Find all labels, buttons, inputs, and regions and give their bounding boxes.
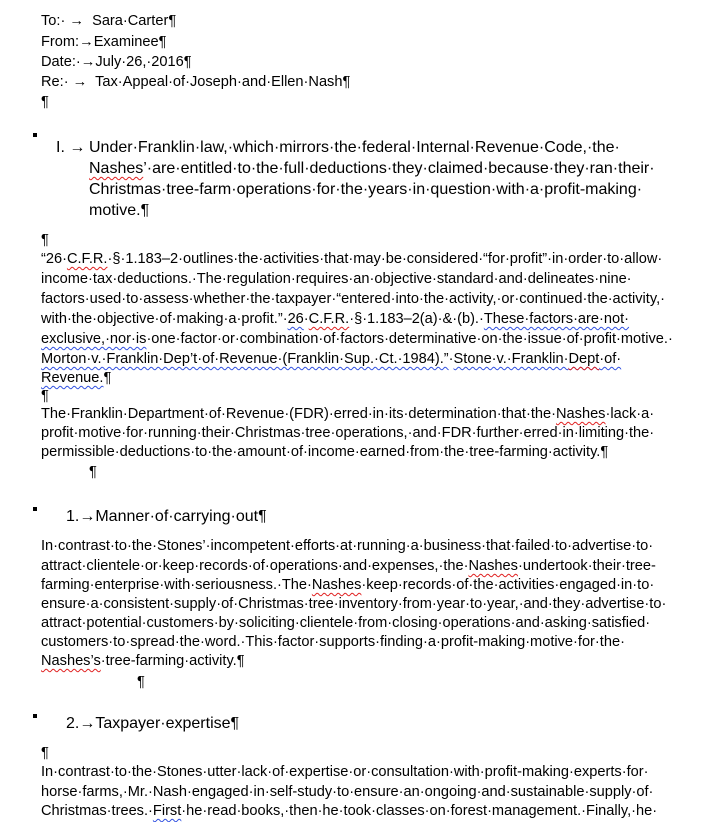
grammar-flag[interactable]: These·factors·are·not· <box>483 311 630 327</box>
body-line: Nashes’s·tree-farming·activity.¶ <box>41 653 245 669</box>
grammar-flag[interactable]: Stone·v.·Franklin·Dept·of· <box>453 351 622 367</box>
spelling-error[interactable]: Nashes’s <box>41 653 101 669</box>
body-line: Morton·v.·Franklin·Dep’t·of·Revenue·(Franklin·Sup.·Ct.·1984).”·Stone·v.·Franklin·Dept·of· <box>41 351 622 367</box>
grammar-flag[interactable]: First <box>152 803 182 819</box>
body-line: profit·motive·for·running·their·Christmas·tree·operations,·and·FDR·further·erred·in·limiting·the· <box>41 425 655 441</box>
body-line: “26·C.F.R.·§·1.183–2·outlines·the·activities·that·may·be·considered·“for·profit”·in·order·to·allow· <box>41 251 663 267</box>
empty-paragraph: ¶ <box>41 232 49 248</box>
spelling-error[interactable]: C.F.R. <box>308 311 350 327</box>
body-line: The·Franklin·Department·of·Revenue·(FDR)·erred·in·its·determination·that·the·Nashes·lack·a· <box>41 406 655 422</box>
empty-paragraph: ¶ <box>137 674 145 690</box>
body-line: with·the·objective·of·making·a·profit.”·26·C.F.R.·§·1.183–2(a)·&·(b).·These·factors·are·not· <box>41 311 630 327</box>
body-line: ensure·a·consistent·supply·of·Christmas·tree·inventory·from·year·to·year,·and·they·advertise·to· <box>41 596 667 612</box>
paragraph-mark-bullet <box>33 714 37 718</box>
body-line: customers·to·spread·the·word.·This·factor·supports·finding·a·profit-making·motive·for·the· <box>41 634 625 650</box>
spelling-error[interactable]: Nashes <box>89 160 144 177</box>
heading-line: Nashes’·are·entitled·to·the·full·deductions·they·claimed·because·they·ran·their· <box>89 160 655 177</box>
subheading-expertise: 2.→Taxpayer·expertise¶ <box>66 715 240 732</box>
grammar-flag[interactable]: Revenue. <box>41 370 104 386</box>
spelling-error[interactable]: Nashes <box>468 558 518 574</box>
grammar-flag[interactable]: Morton·v.·Franklin·Dep’t·of·Revenue·(Franklin·Sup.·Ct.·1984).” <box>41 351 449 367</box>
body-line: In·contrast·to·the·Stones·utter·lack·of·expertise·or·consultation·with·profit-making·experts·for· <box>41 764 649 780</box>
memo-re: Re:· → Tax·Appeal·of·Joseph·and·Ellen·Nash¶ <box>41 74 351 90</box>
body-line: factors·used·to·assess·whether·the·taxpayer·“entered·into·the·activity,·or·continued·the·activity,· <box>41 291 665 307</box>
heading-line: Under·Franklin·law,·which·mirrors·the·federal·Internal·Revenue·Code,·the· <box>89 139 620 156</box>
body-line: attract·potential·customers·by·soliciting·clientele·from·closing·operations·and·asking·satisfied· <box>41 615 651 631</box>
paragraph-mark-bullet <box>33 133 37 137</box>
body-line: attract·clientele·or·keep·records·of·operations·and·expenses,·the·Nashes·undertook·their·tree- <box>41 558 656 574</box>
empty-paragraph: ¶ <box>41 745 49 761</box>
spelling-error[interactable]: Dept <box>568 351 600 367</box>
body-line: In·contrast·to·the·Stones’·incompetent·efforts·at·running·a·business·that·failed·to·advertise·to· <box>41 538 654 554</box>
subheading-manner: 1.→Manner·of·carrying·out¶ <box>66 508 267 525</box>
heading-line: motive.¶ <box>89 202 150 219</box>
memo-date: Date:·→July·26,·2016¶ <box>41 54 192 70</box>
empty-paragraph: ¶ <box>41 94 49 110</box>
grammar-flag[interactable]: exclusive,·nor·is <box>41 331 147 347</box>
body-line: horse·farms,·Mr.·Nash·engaged·in·self-study·to·ensure·an·ongoing·and·sustainable·supply·of· <box>41 784 654 800</box>
heading-number: I. → <box>56 139 86 156</box>
grammar-flag[interactable]: 26 <box>287 311 304 327</box>
spelling-error[interactable]: Nashes <box>311 577 362 593</box>
empty-paragraph: ¶ <box>41 388 49 404</box>
body-line: farming·enterprise·with·seriousness.·The·Nashes·keep·records·of·the·activities·engaged·in·to· <box>41 577 655 593</box>
body-line: Christmas·trees.·First·he·read·books,·then·he·took·classes·on·forest·management.·Finally,·he· <box>41 803 658 819</box>
body-line: Revenue.¶ <box>41 370 112 386</box>
memo-from: From:→Examinee¶ <box>41 34 167 50</box>
body-line: exclusive,·nor·is·one·factor·or·combination·of·factors·determinative·on·the·issue·of·profit·motive.· <box>41 331 673 347</box>
paragraph-mark-bullet <box>33 507 37 511</box>
body-line: permissible·deductions·to·the·amount·of·income·earned·from·the·tree-farming·activity.¶ <box>41 444 609 460</box>
empty-paragraph: ¶ <box>89 464 97 480</box>
memo-to: To:· → Sara·Carter¶ <box>41 13 177 29</box>
body-line: income·tax·deductions.·The·regulation·requires·an·objective·standard·and·delineates·nine· <box>41 271 632 287</box>
heading-line: Christmas·tree-farm·operations·for·the·years·in·question·with·a·profit-making· <box>89 181 643 198</box>
spelling-error[interactable]: Nashes <box>556 406 606 422</box>
spelling-error[interactable]: C.F.R. <box>66 251 108 267</box>
